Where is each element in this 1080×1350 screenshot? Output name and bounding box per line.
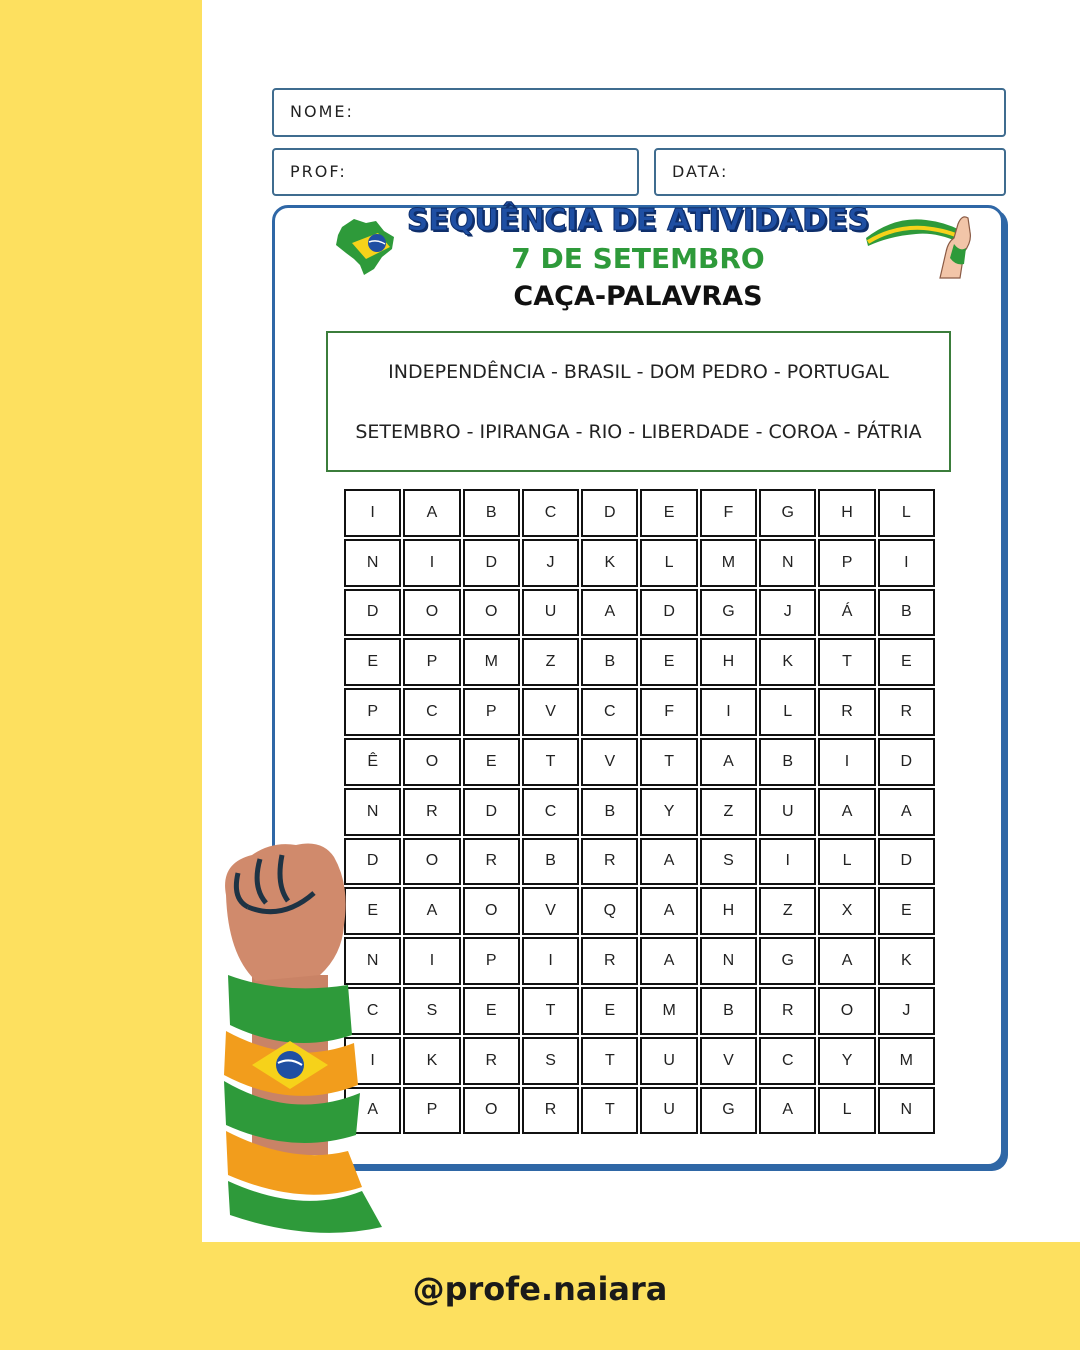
word-list-line-2: SETEMBRO - IPIRANGA - RIO - LIBERDADE - COROA - PÁTRIA bbox=[355, 421, 922, 443]
grid-cell[interactable]: R bbox=[463, 1037, 520, 1085]
grid-cell[interactable]: Ê bbox=[344, 738, 401, 786]
grid-cell[interactable]: B bbox=[581, 638, 638, 686]
author-handle: @profe.naiara bbox=[412, 1270, 668, 1308]
grid-cell[interactable]: I bbox=[700, 688, 757, 736]
grid-cell[interactable]: T bbox=[522, 987, 579, 1035]
grid-cell[interactable]: Q bbox=[581, 887, 638, 935]
grid-cell[interactable]: Z bbox=[522, 638, 579, 686]
grid-cell[interactable]: O bbox=[463, 887, 520, 935]
grid-cell[interactable]: A bbox=[878, 788, 935, 836]
grid-cell[interactable]: R bbox=[581, 838, 638, 886]
grid-cell[interactable]: E bbox=[581, 987, 638, 1035]
grid-cell[interactable]: P bbox=[403, 1087, 460, 1135]
grid-cell[interactable]: F bbox=[700, 489, 757, 537]
grid-cell[interactable]: L bbox=[640, 539, 697, 587]
page-subtitle: 7 DE SETEMBRO bbox=[511, 242, 765, 275]
grid-cell[interactable]: O bbox=[463, 589, 520, 637]
grid-cell[interactable]: K bbox=[403, 1037, 460, 1085]
page-title: SEQUÊNCIA DE ATIVIDADES bbox=[406, 203, 870, 238]
grid-cell[interactable]: P bbox=[818, 539, 875, 587]
grid-cell[interactable]: E bbox=[878, 887, 935, 935]
grid-cell[interactable]: N bbox=[878, 1087, 935, 1135]
grid-cell[interactable]: D bbox=[344, 838, 401, 886]
grid-cell[interactable]: C bbox=[403, 688, 460, 736]
grid-cell[interactable]: L bbox=[878, 489, 935, 537]
grid-cell[interactable]: R bbox=[581, 937, 638, 985]
grid-cell[interactable]: A bbox=[344, 1087, 401, 1135]
grid-cell[interactable]: G bbox=[759, 937, 816, 985]
grid-cell[interactable]: S bbox=[700, 838, 757, 886]
grid-cell[interactable]: K bbox=[878, 937, 935, 985]
grid-cell[interactable]: M bbox=[463, 638, 520, 686]
brazil-map-icon bbox=[332, 213, 398, 281]
grid-cell[interactable]: C bbox=[759, 1037, 816, 1085]
grid-cell[interactable]: E bbox=[640, 489, 697, 537]
grid-cell[interactable]: I bbox=[759, 838, 816, 886]
grid-cell[interactable]: B bbox=[759, 738, 816, 786]
grid-cell[interactable]: A bbox=[640, 937, 697, 985]
grid-cell[interactable]: N bbox=[344, 539, 401, 587]
grid-cell[interactable]: E bbox=[463, 987, 520, 1035]
grid-cell[interactable]: L bbox=[818, 838, 875, 886]
grid-cell[interactable]: C bbox=[522, 788, 579, 836]
grid-cell[interactable]: E bbox=[878, 638, 935, 686]
grid-cell[interactable]: D bbox=[878, 838, 935, 886]
nome-field[interactable] bbox=[272, 88, 1006, 137]
grid-cell[interactable]: A bbox=[640, 838, 697, 886]
grid-cell[interactable]: R bbox=[818, 688, 875, 736]
grid-cell[interactable]: N bbox=[344, 788, 401, 836]
grid-cell[interactable]: B bbox=[581, 788, 638, 836]
activity-title: CAÇA-PALAVRAS bbox=[513, 281, 763, 312]
grid-cell[interactable]: M bbox=[878, 1037, 935, 1085]
grid-cell[interactable]: U bbox=[522, 589, 579, 637]
grid-cell[interactable]: D bbox=[581, 489, 638, 537]
grid-cell[interactable]: Y bbox=[640, 788, 697, 836]
grid-cell[interactable]: J bbox=[759, 589, 816, 637]
grid-cell[interactable]: R bbox=[878, 688, 935, 736]
grid-cell[interactable]: R bbox=[463, 838, 520, 886]
grid-cell[interactable]: A bbox=[700, 738, 757, 786]
grid-cell[interactable]: E bbox=[640, 638, 697, 686]
yellow-side-band bbox=[0, 0, 202, 1350]
grid-cell[interactable]: M bbox=[640, 987, 697, 1035]
grid-cell[interactable]: D bbox=[463, 788, 520, 836]
grid-cell[interactable]: I bbox=[403, 937, 460, 985]
grid-cell[interactable]: C bbox=[522, 489, 579, 537]
grid-cell[interactable]: R bbox=[522, 1087, 579, 1135]
raised-fist-icon bbox=[212, 835, 388, 1245]
grid-cell[interactable]: B bbox=[700, 987, 757, 1035]
grid-cell[interactable]: C bbox=[581, 688, 638, 736]
grid-cell[interactable]: S bbox=[522, 1037, 579, 1085]
grid-cell[interactable]: G bbox=[759, 489, 816, 537]
grid-cell[interactable]: P bbox=[463, 937, 520, 985]
grid-cell[interactable]: N bbox=[344, 937, 401, 985]
grid-cell[interactable]: A bbox=[818, 937, 875, 985]
grid-cell[interactable]: F bbox=[640, 688, 697, 736]
word-list-line-1: INDEPENDÊNCIA - BRASIL - DOM PEDRO - PORTUGAL bbox=[388, 361, 889, 383]
grid-cell[interactable]: O bbox=[463, 1087, 520, 1135]
grid-cell[interactable]: H bbox=[818, 489, 875, 537]
grid-cell[interactable]: E bbox=[344, 887, 401, 935]
grid-cell[interactable]: V bbox=[700, 1037, 757, 1085]
grid-cell[interactable]: Y bbox=[818, 1037, 875, 1085]
grid-cell[interactable]: A bbox=[759, 1087, 816, 1135]
data-field[interactable] bbox=[654, 148, 1006, 196]
grid-cell[interactable]: I bbox=[344, 489, 401, 537]
grid-cell[interactable]: O bbox=[403, 738, 460, 786]
word-search-grid bbox=[343, 488, 936, 1135]
grid-cell[interactable]: J bbox=[878, 987, 935, 1035]
grid-cell[interactable]: U bbox=[640, 1087, 697, 1135]
grid-cell[interactable]: N bbox=[700, 937, 757, 985]
grid-cell[interactable]: R bbox=[759, 987, 816, 1035]
grid-cell[interactable]: B bbox=[522, 838, 579, 886]
grid-cell[interactable]: T bbox=[818, 638, 875, 686]
grid-cell[interactable]: T bbox=[640, 738, 697, 786]
grid-cell[interactable]: H bbox=[700, 638, 757, 686]
grid-cell[interactable]: P bbox=[403, 638, 460, 686]
grid-cell[interactable]: V bbox=[581, 738, 638, 786]
grid-cell[interactable]: P bbox=[344, 688, 401, 736]
grid-cell[interactable]: I bbox=[878, 539, 935, 587]
grid-cell[interactable]: Á bbox=[818, 589, 875, 637]
grid-cell[interactable]: T bbox=[522, 738, 579, 786]
grid-cell[interactable]: O bbox=[818, 987, 875, 1035]
grid-cell[interactable]: I bbox=[522, 937, 579, 985]
grid-cell[interactable]: K bbox=[581, 539, 638, 587]
word-list-box bbox=[326, 331, 951, 472]
grid-cell[interactable]: L bbox=[818, 1087, 875, 1135]
hand-ribbon-icon bbox=[864, 208, 976, 280]
grid-cell[interactable]: V bbox=[522, 887, 579, 935]
grid-cell[interactable]: S bbox=[403, 987, 460, 1035]
grid-cell[interactable]: D bbox=[640, 589, 697, 637]
grid-cell[interactable]: A bbox=[640, 887, 697, 935]
grid-cell[interactable]: U bbox=[759, 788, 816, 836]
grid-cell[interactable]: R bbox=[403, 788, 460, 836]
grid-cell[interactable]: A bbox=[581, 589, 638, 637]
grid-cell[interactable]: O bbox=[403, 589, 460, 637]
grid-cell[interactable]: A bbox=[403, 489, 460, 537]
grid-cell[interactable]: G bbox=[700, 589, 757, 637]
grid-cell[interactable]: Z bbox=[759, 887, 816, 935]
grid-cell[interactable]: B bbox=[878, 589, 935, 637]
prof-label: PROF: bbox=[290, 162, 347, 181]
grid-cell[interactable]: J bbox=[522, 539, 579, 587]
grid-cell[interactable]: I bbox=[344, 1037, 401, 1085]
grid-cell[interactable]: B bbox=[463, 489, 520, 537]
nome-label: NOME: bbox=[290, 102, 354, 121]
prof-field[interactable] bbox=[272, 148, 639, 196]
grid-cell[interactable]: A bbox=[818, 788, 875, 836]
grid-cell[interactable]: D bbox=[344, 589, 401, 637]
grid-cell[interactable]: A bbox=[403, 887, 460, 935]
grid-cell[interactable]: T bbox=[581, 1037, 638, 1085]
grid-cell[interactable]: P bbox=[463, 688, 520, 736]
grid-cell[interactable]: E bbox=[463, 738, 520, 786]
grid-cell[interactable]: M bbox=[700, 539, 757, 587]
grid-cell[interactable]: I bbox=[818, 738, 875, 786]
grid-cell[interactable]: C bbox=[344, 987, 401, 1035]
grid-cell[interactable]: L bbox=[759, 688, 816, 736]
grid-cell[interactable]: K bbox=[759, 638, 816, 686]
grid-cell[interactable]: O bbox=[403, 838, 460, 886]
grid-cell[interactable]: U bbox=[640, 1037, 697, 1085]
data-label: DATA: bbox=[672, 162, 729, 181]
grid-cell[interactable]: X bbox=[818, 887, 875, 935]
grid-cell[interactable]: D bbox=[463, 539, 520, 587]
grid-cell[interactable]: H bbox=[700, 887, 757, 935]
grid-cell[interactable]: V bbox=[522, 688, 579, 736]
grid-cell[interactable]: G bbox=[700, 1087, 757, 1135]
grid-cell[interactable]: N bbox=[759, 539, 816, 587]
grid-cell[interactable]: E bbox=[344, 638, 401, 686]
grid-cell[interactable]: I bbox=[403, 539, 460, 587]
grid-cell[interactable]: Z bbox=[700, 788, 757, 836]
grid-cell[interactable]: T bbox=[581, 1087, 638, 1135]
grid-cell[interactable]: D bbox=[878, 738, 935, 786]
